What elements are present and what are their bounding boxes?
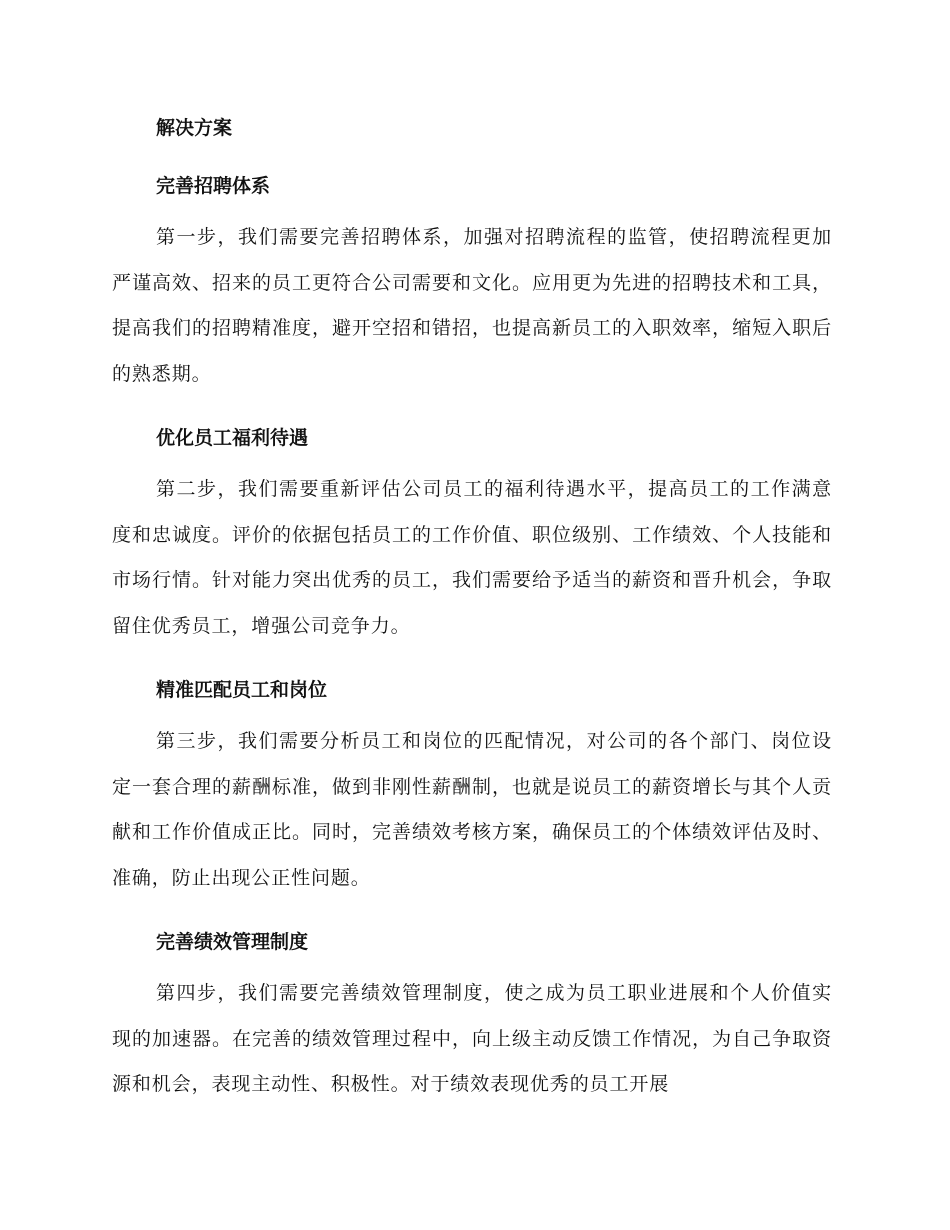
section-paragraph-performance: 第四步，我们需要完善绩效管理制度，使之成为员工职业进展和个人价值实现的加速器。在完善的绩效管理过程中，向上级主动反馈工作情况，为自己争取资源和机会，表现主动性、积极性。对于绩效表现优秀的员工开展 — [112, 982, 832, 1095]
section-heading-job-matching: 精准匹配员工和岗位 — [156, 679, 328, 701]
section-paragraph-job-matching: 第三步，我们需要分析员工和岗位的匹配情况，对公司的各个部门、岗位设定一套合理的薪酬标准，做到非刚性薪酬制，也就是说员工的薪资增长与其个人贡献和工作价值成正比。同时，完善绩效考核方案，确保员工的个体绩效评估及时、准确，防止出现公正性问题。 — [112, 730, 832, 889]
document-page — [112, 112, 832, 1108]
section-paragraph-recruitment: 第一步，我们需要完善招聘体系，加强对招聘流程的监管，使招聘流程更加严谨高效、招来的员工更符合公司需要和文化。应用更为先进的招聘技术和工具，提高我们的招聘精准度，避开空招和错招，也提高新员工的入职效率，缩短入职后的熟悉期。 — [112, 226, 832, 385]
section-heading-benefits: 优化员工福利待遇 — [156, 427, 309, 449]
section-paragraph-benefits: 第二步，我们需要重新评估公司员工的福利待遇水平，提高员工的工作满意度和忠诚度。评价的依据包括员工的工作价值、职位级别、工作绩效、个人技能和市场行情。针对能力突出优秀的员工，我们需要给予适当的薪资和晋升机会，争取留住优秀员工，增强公司竞争力。 — [112, 478, 832, 637]
document-title: 解决方案 — [156, 117, 233, 139]
section-heading-performance: 完善绩效管理制度 — [156, 931, 309, 953]
section-heading-recruitment: 完善招聘体系 — [156, 175, 271, 197]
